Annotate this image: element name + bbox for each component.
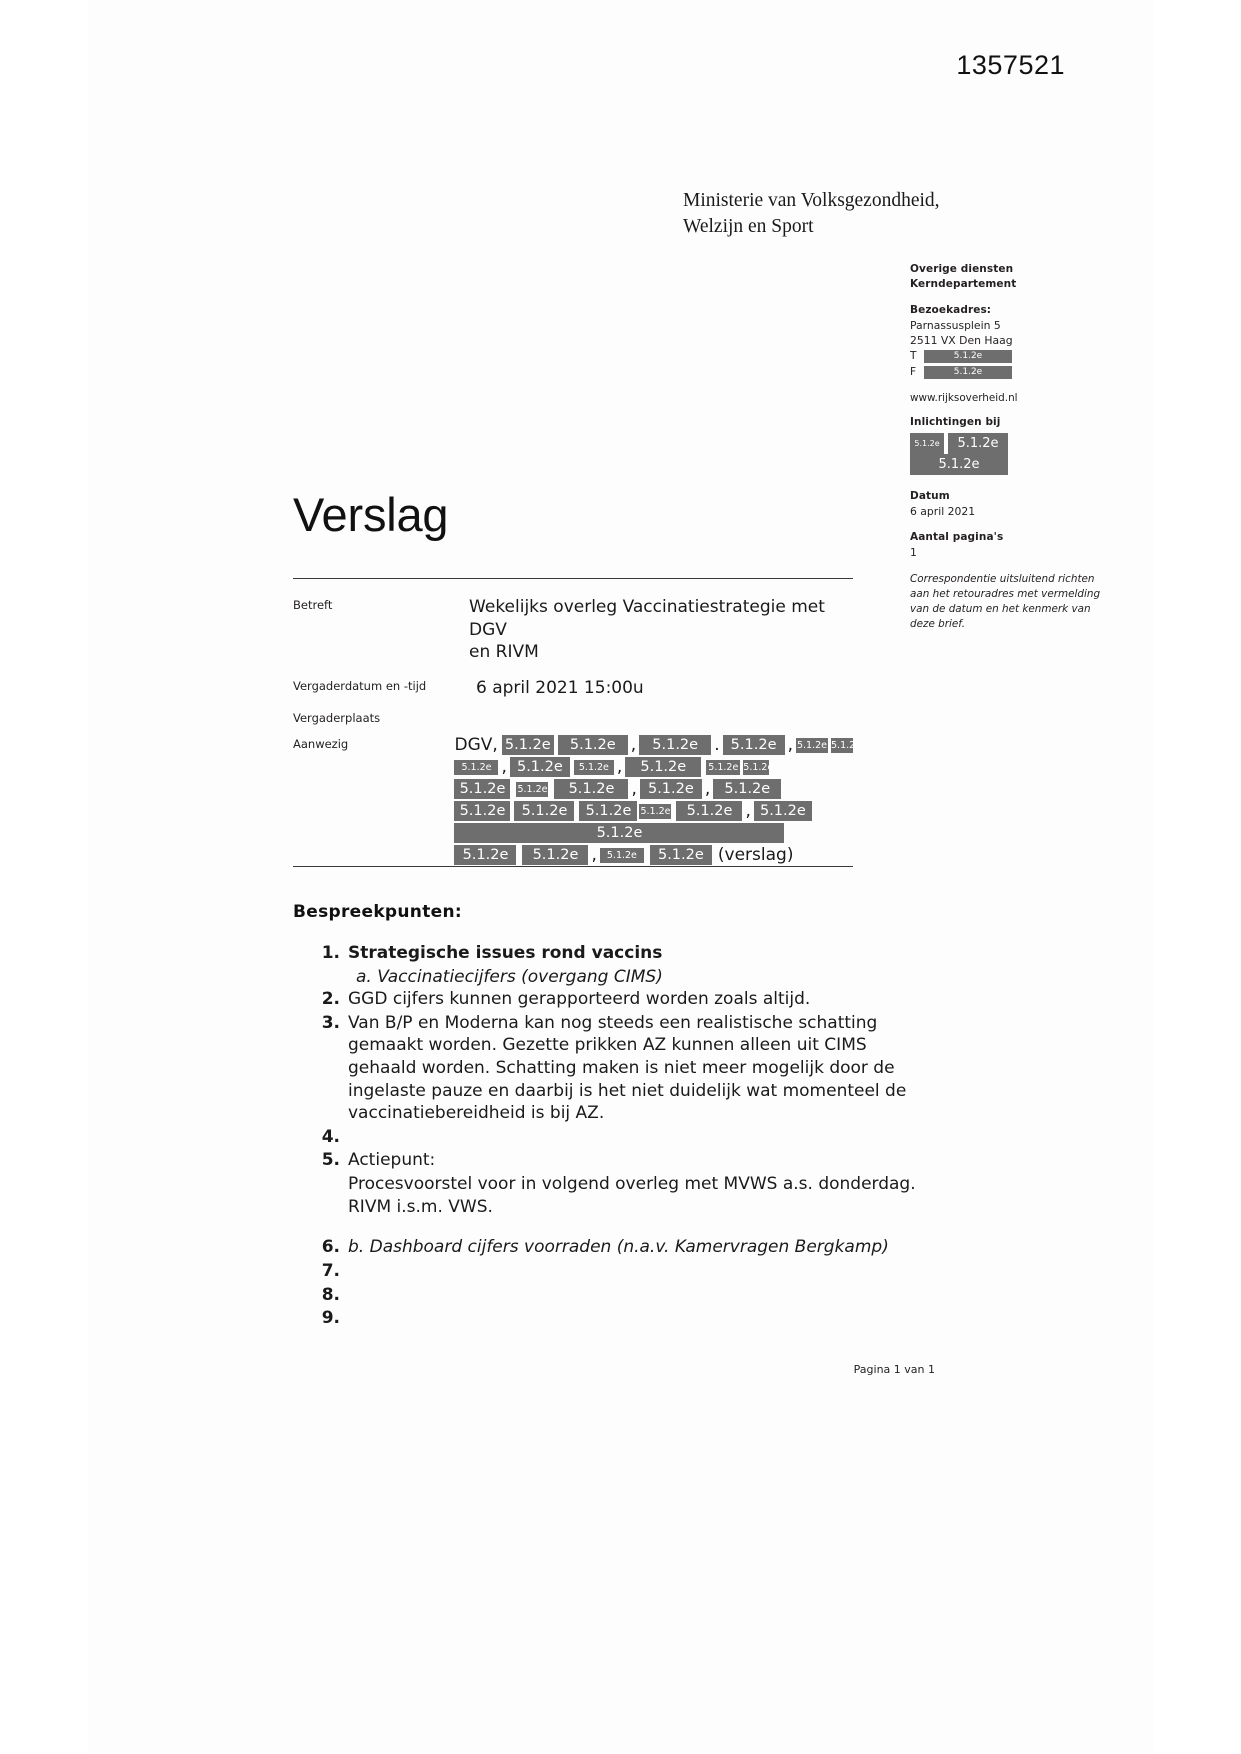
attendees-suffix: (verslag) — [717, 845, 794, 866]
discussion-list — [320, 942, 940, 1331]
attendees-prefix: DGV, — [454, 735, 498, 756]
ministry-line-1: Ministerie van Volksgezondheid, — [683, 190, 940, 211]
redaction-box: 5.1.2e — [454, 760, 498, 775]
attendees-line-5 — [454, 823, 784, 843]
datetime-value: 6 april 2021 15:00u — [476, 677, 644, 698]
website-url[interactable]: www.rijksoverheid.nl — [910, 392, 1018, 405]
subject-value — [469, 596, 853, 664]
page-footer: Pagina 1 van 1 — [853, 1363, 935, 1376]
date-heading: Datum — [910, 490, 950, 503]
list-item-text: Actiepunt: — [348, 1150, 436, 1171]
document-number: 1357521 — [956, 50, 1065, 80]
redaction-box: 5.1.2e — [454, 801, 510, 821]
place-row — [293, 709, 853, 725]
address-block — [910, 303, 1110, 381]
contact-redaction-c: 5.1.2e — [910, 454, 1008, 475]
redaction-box: 5.1.2e — [558, 735, 628, 755]
redaction-box: 5.1.2e — [600, 848, 644, 863]
redaction-box: 5.1.2e — [517, 783, 548, 795]
meeting-metadata — [293, 596, 862, 867]
datetime-label: Vergaderdatum en -tijd — [293, 678, 427, 693]
redaction-box: 5.1.2e — [640, 779, 702, 799]
phone-redaction: 5.1.2e — [924, 350, 1012, 363]
fax-label: F — [910, 366, 917, 379]
redaction-box: 5.1.2e — [796, 739, 828, 751]
place-label: Vergaderplaats — [293, 711, 381, 726]
redaction-box: 5.1.2e — [640, 805, 671, 817]
redaction-box: 5.1.2e — [625, 757, 701, 777]
attendees-label: Aanwezig — [293, 737, 349, 752]
contact-redaction-row-1 — [910, 433, 1110, 454]
ministry-line-2: Welzijn en Sport — [683, 216, 814, 238]
redaction-box: 5.1.2e — [554, 779, 628, 799]
list-item — [320, 988, 940, 1011]
phone-label: T — [910, 350, 917, 363]
comma-separator: , — [704, 779, 711, 800]
redaction-box: 5.1.2e — [510, 757, 570, 777]
list-spacer — [320, 1219, 940, 1236]
list-item-number: 4. — [321, 1126, 340, 1147]
address-street: Parnassusplein 5 — [910, 318, 1001, 332]
list-item-number: 8. — [321, 1284, 340, 1305]
list-item-number: 6. — [321, 1237, 340, 1258]
dot-separator: . — [714, 735, 720, 756]
list-item — [320, 1012, 940, 1125]
list-item-text — [348, 1284, 940, 1307]
list-subitem-a: a. Vaccinatiecijfers (overgang CIMS) — [356, 966, 663, 987]
redaction-box: 5.1.2e — [579, 801, 637, 821]
document-page — [88, 0, 1153, 1754]
list-item — [320, 1307, 940, 1330]
subject-row — [293, 596, 853, 664]
datetime-row — [293, 677, 853, 700]
contact-redaction-a: 5.1.2e — [910, 433, 944, 454]
redaction-box: 5.1.2e — [454, 823, 784, 843]
attendees-value — [454, 735, 862, 867]
contact-redaction-group — [910, 433, 1110, 475]
subject-label: Betreft — [293, 598, 333, 612]
comma-separator: , — [501, 757, 507, 778]
list-item-number: 9. — [321, 1308, 340, 1329]
page-title: Verslag — [293, 488, 449, 541]
list-item-text: Strategische issues rond vaccins — [348, 943, 663, 963]
contact-heading: Inlichtingen bij — [910, 416, 1001, 429]
attendees-row — [293, 735, 862, 867]
redaction-box: 5.1.2e — [743, 761, 774, 773]
comma-separator: , — [745, 801, 751, 822]
address-city: 2511 VX Den Haag — [910, 334, 1013, 348]
list-item-continuation — [320, 1173, 940, 1218]
list-item — [320, 1236, 940, 1259]
redaction-box: 5.1.2e — [574, 760, 614, 775]
sidebar-info-block — [910, 262, 1110, 632]
list-item — [320, 1149, 940, 1172]
phone-row — [910, 349, 1110, 364]
list-item-text — [348, 1126, 940, 1149]
redaction-box: 5.1.2e — [676, 801, 742, 821]
list-item — [320, 1260, 940, 1283]
department-block — [910, 262, 1110, 292]
list-item-number: 2. — [321, 989, 340, 1010]
redaction-box: 5.1.2e — [639, 735, 711, 755]
list-item-text: Van B/P en Moderna kan nog steeds een realistische schatting gemaakt worden. Gezette prikken AZ kunnen alleen uit CIMS gehaald worden. Schatting maken is niet meer mogelijk door de ingelaste pauze en daarbij is het niet duidelijk wat momenteel de vaccinatiebereidheid is bij AZ. — [348, 1012, 907, 1124]
attendees-line-4 — [454, 801, 853, 821]
list-item-number: 7. — [321, 1260, 340, 1281]
pages-value: 1 — [910, 546, 917, 560]
redaction-box: 5.1.2e — [650, 845, 712, 865]
redaction-box: 5.1.2e — [454, 845, 516, 865]
comma-separator: , — [616, 757, 623, 778]
list-item-text: GGD cijfers kunnen gerapporteerd worden zoals altijd. — [348, 989, 811, 1010]
discussion-heading: Bespreekpunten: — [293, 902, 462, 922]
redaction-box: 5.1.2e — [713, 779, 781, 799]
list-item-text: Procesvoorstel voor in volgend overleg met MVWS a.s. donderdag. RIVM i.s.m. VWS. — [348, 1174, 916, 1217]
address-heading: Bezoekadres: — [910, 303, 992, 316]
list-item-number-empty — [320, 1173, 348, 1218]
department-line-1: Overige diensten — [910, 263, 1014, 275]
attendees-line-2 — [454, 757, 853, 777]
list-item — [320, 942, 940, 965]
pages-block — [910, 530, 1110, 560]
date-block — [910, 489, 1110, 519]
date-value: 6 april 2021 — [910, 505, 976, 519]
correspondence-note: Correspondentie uitsluitend richten aan het retouradres met vermelding van de datum en het kenmerk van deze brief. — [910, 572, 1101, 630]
list-item-number: 3. — [321, 1012, 340, 1033]
redaction-box: 5.1.2e — [754, 801, 812, 821]
list-item-text — [348, 1260, 940, 1283]
comma-separator: , — [631, 779, 637, 800]
fax-redaction: 5.1.2e — [924, 366, 1012, 379]
redaction-box: 5.1.2e — [831, 739, 862, 751]
comma-separator: , — [591, 845, 597, 866]
attendees-line-3 — [454, 779, 853, 799]
redaction-box: 5.1.2e — [723, 735, 785, 755]
list-item-number: 1. — [321, 943, 340, 963]
redaction-box: 5.1.2e — [514, 801, 574, 821]
comma-separator: , — [787, 735, 793, 756]
divider-bottom — [293, 866, 853, 867]
contact-block — [910, 415, 1110, 475]
comma-separator: , — [630, 735, 637, 756]
redaction-box: 5.1.2e — [708, 761, 739, 773]
fax-row — [910, 365, 1110, 380]
list-item-text — [348, 1307, 940, 1330]
redaction-box: 5.1.2e — [502, 735, 554, 755]
department-line-2: Kerndepartement — [910, 277, 1017, 290]
subject-line-2: en RIVM — [469, 642, 539, 663]
attendees-line-1 — [454, 735, 862, 756]
list-item — [320, 1284, 940, 1307]
subject-line-1: Wekelijks overleg Vaccinatiestrategie met DGV — [469, 597, 825, 640]
list-item-text: b. Dashboard cijfers voorraden (n.a.v. Kamervragen Bergkamp) — [348, 1237, 889, 1258]
ministry-header — [683, 188, 940, 241]
pages-heading: Aantal pagina's — [910, 531, 1004, 544]
list-item-number: 5. — [321, 1150, 340, 1171]
contact-redaction-b: 5.1.2e — [948, 433, 1008, 454]
redaction-box: 5.1.2e — [522, 845, 588, 865]
redaction-box: 5.1.2e — [454, 779, 510, 799]
list-item — [320, 1126, 940, 1149]
attendees-line-6 — [454, 845, 853, 865]
divider-top — [293, 578, 853, 579]
